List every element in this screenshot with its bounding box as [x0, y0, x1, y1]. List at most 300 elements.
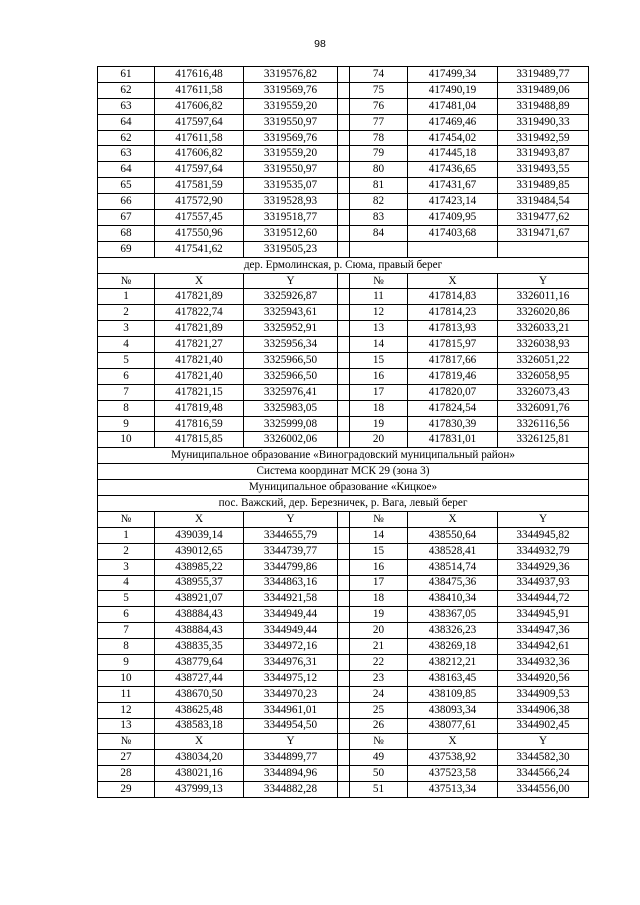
- cell-y: 3319492,59: [498, 130, 589, 146]
- table-row: [98, 384, 589, 400]
- header-cell-y: Y: [244, 511, 338, 527]
- cell-y: 3319518,77: [244, 210, 338, 226]
- header-cell-y: Y: [498, 273, 589, 289]
- cell-y: 3325983,05: [244, 400, 338, 416]
- cell-x: 438163,45: [408, 670, 498, 686]
- column-separator: [338, 432, 350, 448]
- cell-num: 3: [98, 559, 155, 575]
- column-separator: [338, 114, 350, 130]
- cell-y: 3319493,55: [498, 162, 589, 178]
- cell-y: 3344582,30: [498, 750, 589, 766]
- cell-y: 3319471,67: [498, 225, 589, 241]
- cell-y: 3344894,96: [244, 766, 338, 782]
- column-separator: [338, 337, 350, 353]
- table-row: [98, 146, 589, 162]
- cell-x: 417403,68: [408, 225, 498, 241]
- cell-num: 12: [98, 702, 155, 718]
- cell-y: 3344799,86: [244, 559, 338, 575]
- table-row: [98, 289, 589, 305]
- column-separator: [338, 384, 350, 400]
- table-row: [98, 527, 589, 543]
- column-separator: [338, 210, 350, 226]
- cell-num: 9: [98, 654, 155, 670]
- cell-num: 64: [98, 162, 155, 178]
- coordinates-table-body: [98, 67, 589, 798]
- cell-x: 417824,54: [408, 400, 498, 416]
- section-row: [98, 496, 589, 512]
- cell-x: 438921,07: [155, 591, 244, 607]
- table-row: [98, 718, 589, 734]
- cell-x: 417831,01: [408, 432, 498, 448]
- cell-x: 438550,64: [408, 527, 498, 543]
- cell-y: 3319512,60: [244, 225, 338, 241]
- cell-num: 3: [98, 321, 155, 337]
- cell-num: 20: [350, 432, 408, 448]
- table-row: [98, 670, 589, 686]
- header-row: [98, 511, 589, 527]
- cell-num: 69: [98, 241, 155, 257]
- cell-y: 3344961,01: [244, 702, 338, 718]
- cell-y: 3344944,72: [498, 591, 589, 607]
- table-row: [98, 368, 589, 384]
- cell-x: 417409,95: [408, 210, 498, 226]
- cell-y: 3319550,97: [244, 114, 338, 130]
- cell-x: 417581,59: [155, 178, 244, 194]
- cell-num: 23: [350, 670, 408, 686]
- table-row: [98, 194, 589, 210]
- cell-x: 417597,64: [155, 114, 244, 130]
- table-row: [98, 623, 589, 639]
- cell-y: 3325966,50: [244, 353, 338, 369]
- cell-num: 4: [98, 337, 155, 353]
- table-row: [98, 543, 589, 559]
- column-separator: [338, 766, 350, 782]
- cell-num: 8: [98, 639, 155, 655]
- column-separator: [338, 591, 350, 607]
- cell-y: 3344942,61: [498, 639, 589, 655]
- table-row: [98, 559, 589, 575]
- header-cell-x: X: [408, 273, 498, 289]
- cell-x: [408, 241, 498, 257]
- cell-y: 3344949,44: [244, 607, 338, 623]
- cell-y: 3326073,43: [498, 384, 589, 400]
- column-separator: [338, 162, 350, 178]
- cell-x: 438021,16: [155, 766, 244, 782]
- cell-y: 3326125,81: [498, 432, 589, 448]
- column-separator: [338, 527, 350, 543]
- cell-y: 3344937,93: [498, 575, 589, 591]
- header-cell-x: X: [408, 511, 498, 527]
- cell-num: 18: [350, 591, 408, 607]
- cell-x: 417821,89: [155, 289, 244, 305]
- cell-y: 3319477,62: [498, 210, 589, 226]
- cell-num: 76: [350, 98, 408, 114]
- cell-y: 3344655,79: [244, 527, 338, 543]
- cell-x: 438779,64: [155, 654, 244, 670]
- cell-num: 16: [350, 368, 408, 384]
- cell-y: 3319489,85: [498, 178, 589, 194]
- header-cell-y: Y: [498, 734, 589, 750]
- cell-num: 67: [98, 210, 155, 226]
- cell-num: 66: [98, 194, 155, 210]
- cell-x: 438326,23: [408, 623, 498, 639]
- cell-num: 7: [98, 384, 155, 400]
- cell-num: 5: [98, 591, 155, 607]
- table-row: [98, 98, 589, 114]
- column-separator: [338, 782, 350, 798]
- column-separator: [338, 368, 350, 384]
- column-separator: [338, 639, 350, 655]
- section-row: [98, 480, 589, 496]
- cell-x: 417616,48: [155, 67, 244, 83]
- cell-y: 3319488,89: [498, 98, 589, 114]
- column-separator: [338, 654, 350, 670]
- column-separator: [338, 607, 350, 623]
- cell-num: 63: [98, 98, 155, 114]
- cell-y: 3319493,87: [498, 146, 589, 162]
- cell-num: 20: [350, 623, 408, 639]
- cell-y: 3344947,36: [498, 623, 589, 639]
- cell-num: 64: [98, 114, 155, 130]
- table-row: [98, 400, 589, 416]
- cell-num: 12: [350, 305, 408, 321]
- cell-y: 3319550,97: [244, 162, 338, 178]
- cell-y: 3344972,16: [244, 639, 338, 655]
- column-separator: [338, 734, 350, 750]
- cell-x: 438835,35: [155, 639, 244, 655]
- table-row: [98, 782, 589, 798]
- column-separator: [338, 575, 350, 591]
- section-title: Муниципальное образование «Кицкое»: [98, 480, 589, 496]
- column-separator: [338, 623, 350, 639]
- cell-y: 3344902,45: [498, 718, 589, 734]
- cell-num: 8: [98, 400, 155, 416]
- cell-x: 417469,46: [408, 114, 498, 130]
- cell-x: 438884,43: [155, 607, 244, 623]
- header-cell-x: X: [408, 734, 498, 750]
- cell-num: 79: [350, 146, 408, 162]
- cell-x: 438093,34: [408, 702, 498, 718]
- header-cell-y: Y: [244, 734, 338, 750]
- cell-num: 51: [350, 782, 408, 798]
- cell-x: 417819,48: [155, 400, 244, 416]
- cell-num: 84: [350, 225, 408, 241]
- cell-x: 417541,62: [155, 241, 244, 257]
- cell-y: 3344882,28: [244, 782, 338, 798]
- cell-x: 417816,59: [155, 416, 244, 432]
- cell-x: 417431,67: [408, 178, 498, 194]
- cell-num: 80: [350, 162, 408, 178]
- table-row: [98, 178, 589, 194]
- cell-x: 437513,34: [408, 782, 498, 798]
- cell-x: 439039,14: [155, 527, 244, 543]
- header-cell-x: X: [155, 734, 244, 750]
- cell-num: 5: [98, 353, 155, 369]
- cell-x: 417490,19: [408, 82, 498, 98]
- header-cell-num: №: [350, 273, 408, 289]
- cell-y: 3326091,76: [498, 400, 589, 416]
- column-separator: [338, 225, 350, 241]
- cell-num: 22: [350, 654, 408, 670]
- column-separator: [338, 305, 350, 321]
- cell-x: 417815,97: [408, 337, 498, 353]
- cell-x: 417814,23: [408, 305, 498, 321]
- cell-num: 27: [98, 750, 155, 766]
- cell-x: 438955,37: [155, 575, 244, 591]
- cell-y: 3319528,93: [244, 194, 338, 210]
- column-separator: [338, 670, 350, 686]
- cell-y: 3319559,20: [244, 146, 338, 162]
- cell-y: 3344932,79: [498, 543, 589, 559]
- cell-y: 3344932,36: [498, 654, 589, 670]
- section-row: [98, 257, 589, 273]
- table-row: [98, 337, 589, 353]
- table-row: [98, 130, 589, 146]
- cell-y: 3344909,53: [498, 686, 589, 702]
- header-cell-num: №: [350, 511, 408, 527]
- table-row: [98, 591, 589, 607]
- table-row: [98, 353, 589, 369]
- header-row: [98, 734, 589, 750]
- cell-num: 77: [350, 114, 408, 130]
- cell-y: 3319505,23: [244, 241, 338, 257]
- cell-y: 3319489,77: [498, 67, 589, 83]
- column-separator: [338, 559, 350, 575]
- cell-x: 417423,14: [408, 194, 498, 210]
- cell-num: 2: [98, 305, 155, 321]
- cell-y: 3325956,34: [244, 337, 338, 353]
- column-separator: [338, 702, 350, 718]
- cell-y: 3344929,36: [498, 559, 589, 575]
- section-title: пос. Важский, дер. Березничек, р. Вага, левый берег: [98, 496, 589, 512]
- cell-num: 15: [350, 353, 408, 369]
- cell-num: 19: [350, 416, 408, 432]
- cell-x: 417611,58: [155, 82, 244, 98]
- cell-y: 3344739,77: [244, 543, 338, 559]
- table-row: [98, 432, 589, 448]
- cell-x: 438212,21: [408, 654, 498, 670]
- cell-num: 81: [350, 178, 408, 194]
- cell-num: 17: [350, 575, 408, 591]
- cell-y: 3344863,16: [244, 575, 338, 591]
- cell-num: 1: [98, 527, 155, 543]
- cell-num: 19: [350, 607, 408, 623]
- cell-x: 438625,48: [155, 702, 244, 718]
- cell-x: 438670,50: [155, 686, 244, 702]
- cell-num: 62: [98, 82, 155, 98]
- table-row: [98, 416, 589, 432]
- cell-num: 18: [350, 400, 408, 416]
- column-separator: [338, 718, 350, 734]
- cell-y: 3344949,44: [244, 623, 338, 639]
- cell-num: 10: [98, 670, 155, 686]
- cell-y: 3326002,06: [244, 432, 338, 448]
- section-title: Муниципальное образование «Виноградовский муниципальный район»: [98, 448, 589, 464]
- cell-y: 3326011,16: [498, 289, 589, 305]
- cell-x: 438514,74: [408, 559, 498, 575]
- cell-x: 417821,40: [155, 368, 244, 384]
- cell-x: 417821,40: [155, 353, 244, 369]
- cell-x: 417820,07: [408, 384, 498, 400]
- cell-x: 438475,36: [408, 575, 498, 591]
- cell-y: 3326038,93: [498, 337, 589, 353]
- cell-y: 3326116,56: [498, 416, 589, 432]
- cell-y: 3344920,56: [498, 670, 589, 686]
- cell-x: 417550,96: [155, 225, 244, 241]
- cell-x: 417606,82: [155, 98, 244, 114]
- cell-y: 3344945,91: [498, 607, 589, 623]
- cell-num: 78: [350, 130, 408, 146]
- cell-num: 65: [98, 178, 155, 194]
- column-separator: [338, 130, 350, 146]
- table-row: [98, 82, 589, 98]
- header-cell-x: X: [155, 511, 244, 527]
- header-cell-y: Y: [498, 511, 589, 527]
- cell-x: 417830,39: [408, 416, 498, 432]
- cell-x: 438410,34: [408, 591, 498, 607]
- cell-y: 3319569,76: [244, 130, 338, 146]
- table-row: [98, 305, 589, 321]
- cell-num: 74: [350, 67, 408, 83]
- cell-x: 438367,05: [408, 607, 498, 623]
- header-cell-x: X: [155, 273, 244, 289]
- cell-y: 3319484,54: [498, 194, 589, 210]
- cell-x: 417821,27: [155, 337, 244, 353]
- cell-y: 3325952,91: [244, 321, 338, 337]
- cell-y: 3344556,00: [498, 782, 589, 798]
- cell-x: 417454,02: [408, 130, 498, 146]
- cell-num: [350, 241, 408, 257]
- cell-x: 437999,13: [155, 782, 244, 798]
- header-cell-num: №: [98, 511, 155, 527]
- cell-num: 11: [98, 686, 155, 702]
- cell-x: 438583,18: [155, 718, 244, 734]
- cell-x: 438034,20: [155, 750, 244, 766]
- cell-x: 417499,34: [408, 67, 498, 83]
- column-separator: [338, 273, 350, 289]
- cell-num: 6: [98, 607, 155, 623]
- table-row: [98, 686, 589, 702]
- column-separator: [338, 67, 350, 83]
- cell-y: 3319535,07: [244, 178, 338, 194]
- cell-x: 417611,58: [155, 130, 244, 146]
- cell-x: 417557,45: [155, 210, 244, 226]
- cell-y: 3344970,23: [244, 686, 338, 702]
- column-separator: [338, 400, 350, 416]
- cell-y: 3319559,20: [244, 98, 338, 114]
- cell-y: 3326051,22: [498, 353, 589, 369]
- cell-num: 13: [350, 321, 408, 337]
- cell-x: 438269,18: [408, 639, 498, 655]
- cell-y: 3344945,82: [498, 527, 589, 543]
- cell-y: 3325999,08: [244, 416, 338, 432]
- cell-num: 13: [98, 718, 155, 734]
- section-row: [98, 448, 589, 464]
- table-row: [98, 241, 589, 257]
- cell-x: 417597,64: [155, 162, 244, 178]
- column-separator: [338, 686, 350, 702]
- cell-x: 438528,41: [408, 543, 498, 559]
- cell-y: 3326058,95: [498, 368, 589, 384]
- cell-y: 3326020,86: [498, 305, 589, 321]
- cell-x: 438077,61: [408, 718, 498, 734]
- cell-x: 438985,22: [155, 559, 244, 575]
- cell-y: 3344976,31: [244, 654, 338, 670]
- cell-num: 82: [350, 194, 408, 210]
- table-row: [98, 607, 589, 623]
- column-separator: [338, 241, 350, 257]
- cell-num: 2: [98, 543, 155, 559]
- cell-num: 16: [350, 559, 408, 575]
- page-number: 98: [314, 38, 326, 50]
- column-separator: [338, 289, 350, 305]
- cell-x: 438109,85: [408, 686, 498, 702]
- section-title: дер. Ермолинская, р. Сюма, правый берег: [98, 257, 589, 273]
- cell-num: 6: [98, 368, 155, 384]
- table-row: [98, 67, 589, 83]
- cell-y: 3319489,06: [498, 82, 589, 98]
- cell-x: 417821,15: [155, 384, 244, 400]
- cell-num: 17: [350, 384, 408, 400]
- table-row: [98, 654, 589, 670]
- cell-x: 417822,74: [155, 305, 244, 321]
- table-row: [98, 162, 589, 178]
- cell-num: 62: [98, 130, 155, 146]
- cell-num: 25: [350, 702, 408, 718]
- column-separator: [338, 178, 350, 194]
- cell-x: 417813,93: [408, 321, 498, 337]
- table-row: [98, 575, 589, 591]
- cell-num: 11: [350, 289, 408, 305]
- cell-y: 3325926,87: [244, 289, 338, 305]
- cell-y: 3325966,50: [244, 368, 338, 384]
- column-separator: [338, 321, 350, 337]
- cell-x: 417817,66: [408, 353, 498, 369]
- cell-x: 417572,90: [155, 194, 244, 210]
- table-row: [98, 321, 589, 337]
- cell-num: 14: [350, 527, 408, 543]
- cell-x: 417821,89: [155, 321, 244, 337]
- table-row: [98, 639, 589, 655]
- cell-x: 417814,83: [408, 289, 498, 305]
- cell-num: 24: [350, 686, 408, 702]
- column-separator: [338, 543, 350, 559]
- cell-x: 438884,43: [155, 623, 244, 639]
- cell-x: 438727,44: [155, 670, 244, 686]
- cell-num: 63: [98, 146, 155, 162]
- header-row: [98, 273, 589, 289]
- cell-num: 83: [350, 210, 408, 226]
- cell-x: 437538,92: [408, 750, 498, 766]
- coordinates-table: [97, 66, 589, 798]
- cell-num: 4: [98, 575, 155, 591]
- column-separator: [338, 146, 350, 162]
- cell-num: 28: [98, 766, 155, 782]
- header-cell-y: Y: [244, 273, 338, 289]
- column-separator: [338, 98, 350, 114]
- column-separator: [338, 750, 350, 766]
- cell-num: 7: [98, 623, 155, 639]
- cell-y: 3319569,76: [244, 82, 338, 98]
- cell-x: 417819,46: [408, 368, 498, 384]
- header-cell-num: №: [98, 273, 155, 289]
- cell-num: 49: [350, 750, 408, 766]
- section-row: [98, 464, 589, 480]
- cell-y: 3344906,38: [498, 702, 589, 718]
- cell-x: 417436,65: [408, 162, 498, 178]
- cell-y: 3344566,24: [498, 766, 589, 782]
- cell-num: 21: [350, 639, 408, 655]
